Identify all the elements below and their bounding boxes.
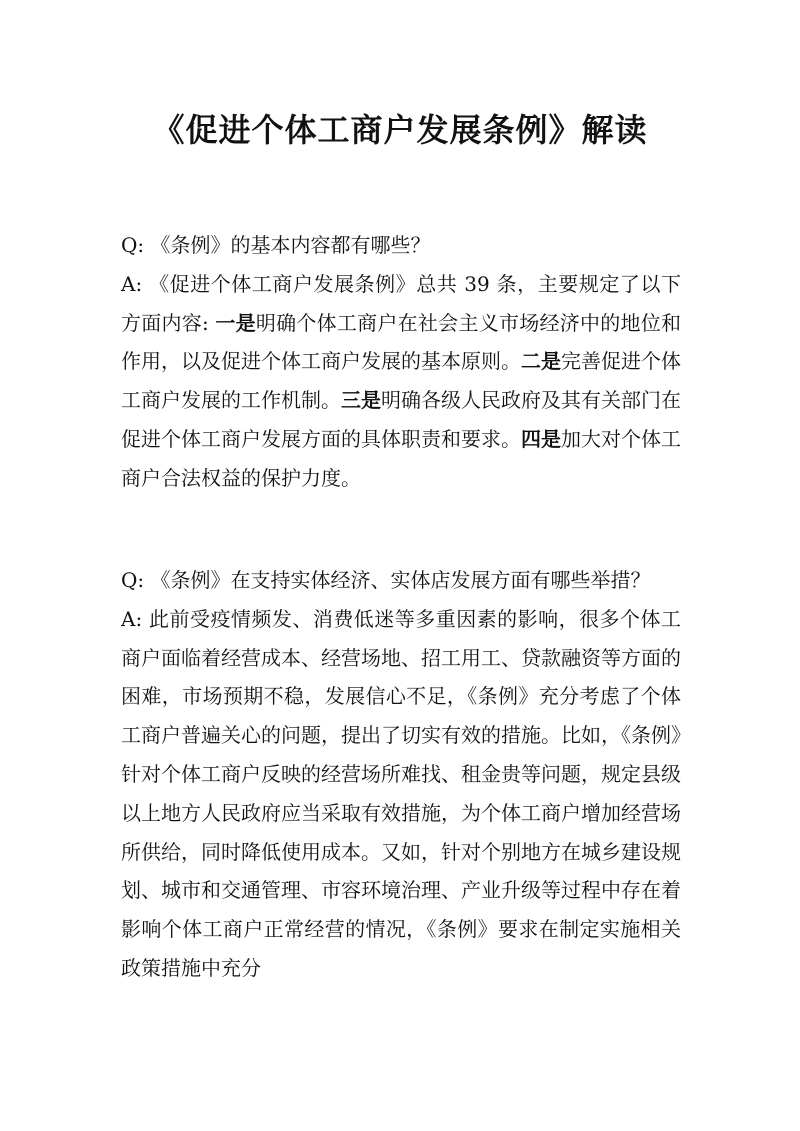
point-2-label: 二是 [521, 349, 561, 374]
point-4-label: 四是 [521, 426, 561, 451]
question-2: Q: 《条例》在支持实体经济、实体店发展方面有哪些举措？ [121, 568, 651, 592]
qa-section-physical-economy [121, 561, 681, 988]
qa-section-basic-content [121, 226, 681, 498]
point-1-label: 一是 [215, 310, 256, 335]
point-3-text: 明确各级人民政府及其有关部门在促进个体工商户发展方面的具体职责和要求。 [121, 388, 681, 451]
page-title: 《促进个体工商户发展条例》解读 [152, 111, 648, 149]
answer-1-intro: A: 《促进个体工商户发展条例》总共 39 条，主要规定了以下方面内容: [121, 271, 681, 335]
point-3-label: 三是 [341, 388, 381, 413]
point-2-text: 完善促进个体工商户发展的工作机制。 [121, 349, 681, 413]
question-1: Q: 《条例》的基本内容都有哪些？ [121, 233, 431, 257]
point-4-text: 加大对个体工商户合法权益的保护力度。 [121, 426, 681, 490]
point-1-text: 明确个体工商户在社会主义市场经济中的地位和作用，以及促进个体工商户发展的基本原则。 [121, 310, 681, 374]
answer-2: A: 此前受疫情频发、消费低迷等多重因素的影响，很多个体工商户面临着经营成本、经营场地、招工用工、贷款融资等方面的困难，市场预期不稳，发展信心不足，《条例》充分考虑了个体工商户普遍关心的问题，提出了切实有效的措施。比如，《条例》针对个体工商户反映的经营场所难找、租金贵等问题，规定县级以上地方人民政府应当采取有效措施，为个体工商户增加经营场所供给，同时降低使用成本。又如，针对个别地方在城乡建设规划、城市和交通管理、市容环境治理、产业升级等过程中存在着影响个体工商户正常经营的情况，《条例》要求在制定实施相关政策措施中充分 [121, 606, 681, 980]
